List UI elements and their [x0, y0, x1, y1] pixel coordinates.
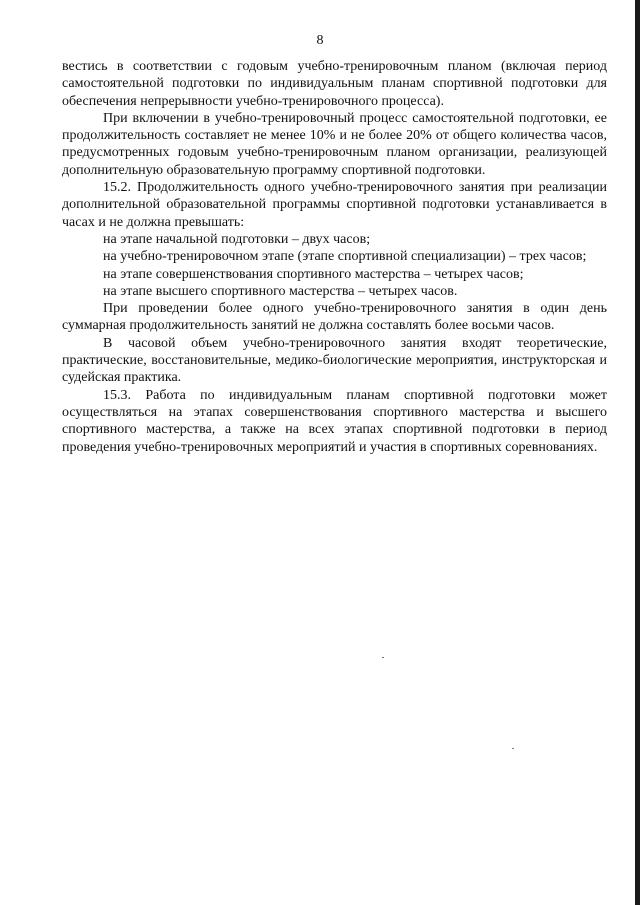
paragraph-daily-limit: При проведении более одного учебно-тренировочного занятия в один день суммарная продолжительность занятий не должна составлять более восьми часов. [62, 301, 607, 334]
paragraph-15-3: 15.3. Работа по индивидуальным планам спортивной подготовки может осуществляться на этапах совершенствования спортивного мастерства и высшего спортивного мастерства, а также на всех этапах спортивной подготовки в период проведения учебно-тренировочных мероприятий и участия в спортивных соревнованиях. [62, 387, 607, 455]
list-item-higher-stage: на этапе высшего спортивного мастерства – четырех часов. [103, 283, 458, 299]
list-item-initial-stage: на этапе начальной подготовки – двух часов; [103, 231, 371, 247]
scan-speck [382, 657, 384, 658]
paragraph-continuation: вестись в соответствии с годовым учебно-тренировочным планом (включая период самостоятельной подготовки по индивидуальным планам спортивной подготовки для обеспечения непрерывности учебно-тренировочного процесса). [62, 59, 607, 109]
page-number: 8 [316, 33, 324, 48]
list-item-training-stage: на учебно-тренировочном этапе (этапе спортивной специализации) – трех часов; [103, 249, 587, 265]
page-edge-shadow [635, 0, 640, 905]
paragraph-self-training: При включении в учебно-тренировочный процесс самостоятельной подготовки, ее продолжительность составляет не менее 10% и не более 20% от общего количества часов, предусмотренных годовым учебно-тренировочным планом организации, реализующей дополнительную образовательную программу спортивной подготовки. [62, 110, 607, 178]
document-body [62, 58, 607, 456]
paragraph-hour-volume: В часовой объем учебно-тренировочного занятия входят теоретические, практические, восстановительные, медико-биологические мероприятия, инструкторская и судейская практика. [62, 335, 607, 386]
paragraph-15-2: 15.2. Продолжительность одного учебно-тренировочного занятия при реализации дополнительной образовательной программы спортивной подготовки устанавливается в часах и не должна превышать: [62, 180, 607, 230]
list-item-improvement-stage: на этапе совершенствования спортивного мастерства – четырех часов; [103, 266, 524, 282]
scan-speck [512, 748, 514, 749]
